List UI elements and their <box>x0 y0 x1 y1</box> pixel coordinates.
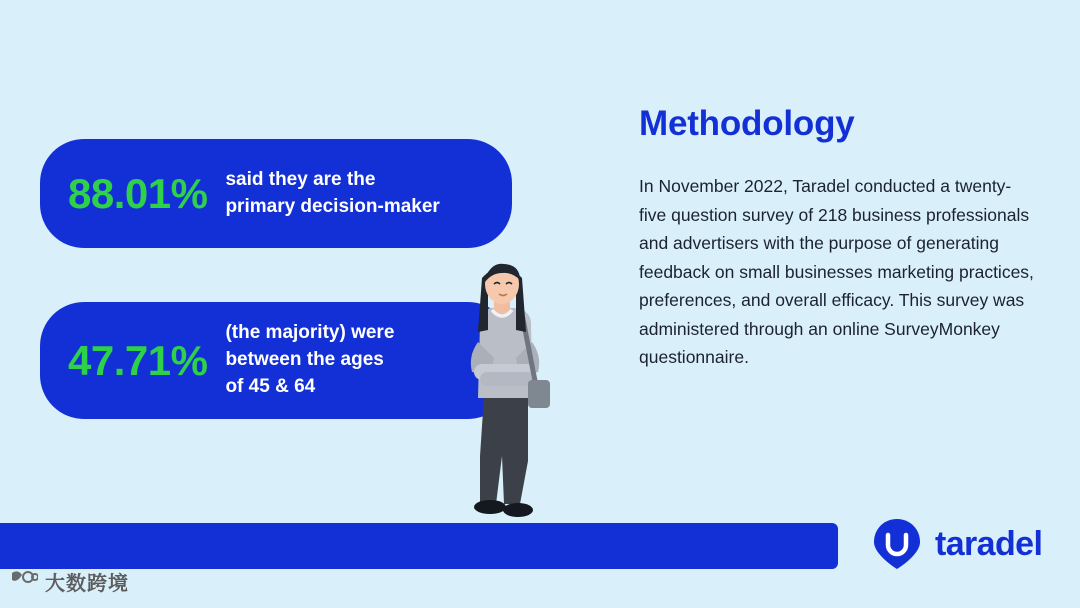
stat-description-line: of 45 & 64 <box>225 375 316 397</box>
stat-description-line: said they are the <box>225 168 376 190</box>
bottom-accent-bar <box>0 523 838 569</box>
stat-description-line: between the ages <box>225 349 384 371</box>
methodology-body: In November 2022, Taradel conducted a twenty-five question survey of 218 business professionals and advertisers with the purpose of generating feedback on small businesses marketing practices, preferences, and overall efficacy. This survey was administered through an online SurveyMonkey questionnaire. <box>639 176 1034 368</box>
methodology-title: Methodology <box>639 104 855 143</box>
woman-illustration <box>432 256 572 526</box>
stat-value: 88.01% <box>68 169 208 217</box>
stat-description-line: (the majority) were <box>225 322 395 344</box>
watermark <box>8 566 129 596</box>
taradel-pin-icon <box>870 517 924 571</box>
stat-description-line: primary decision-maker <box>225 195 440 217</box>
stat-pill-decision-maker <box>40 139 512 248</box>
stat-value: 47.71% <box>68 336 208 384</box>
taradel-logo-text: taradel <box>935 524 1043 563</box>
watermark-logo-icon <box>8 566 38 596</box>
stat-description <box>225 320 394 401</box>
watermark-text: 大数跨境 <box>45 572 129 595</box>
stat-description <box>225 167 439 221</box>
taradel-logo <box>870 517 1042 571</box>
